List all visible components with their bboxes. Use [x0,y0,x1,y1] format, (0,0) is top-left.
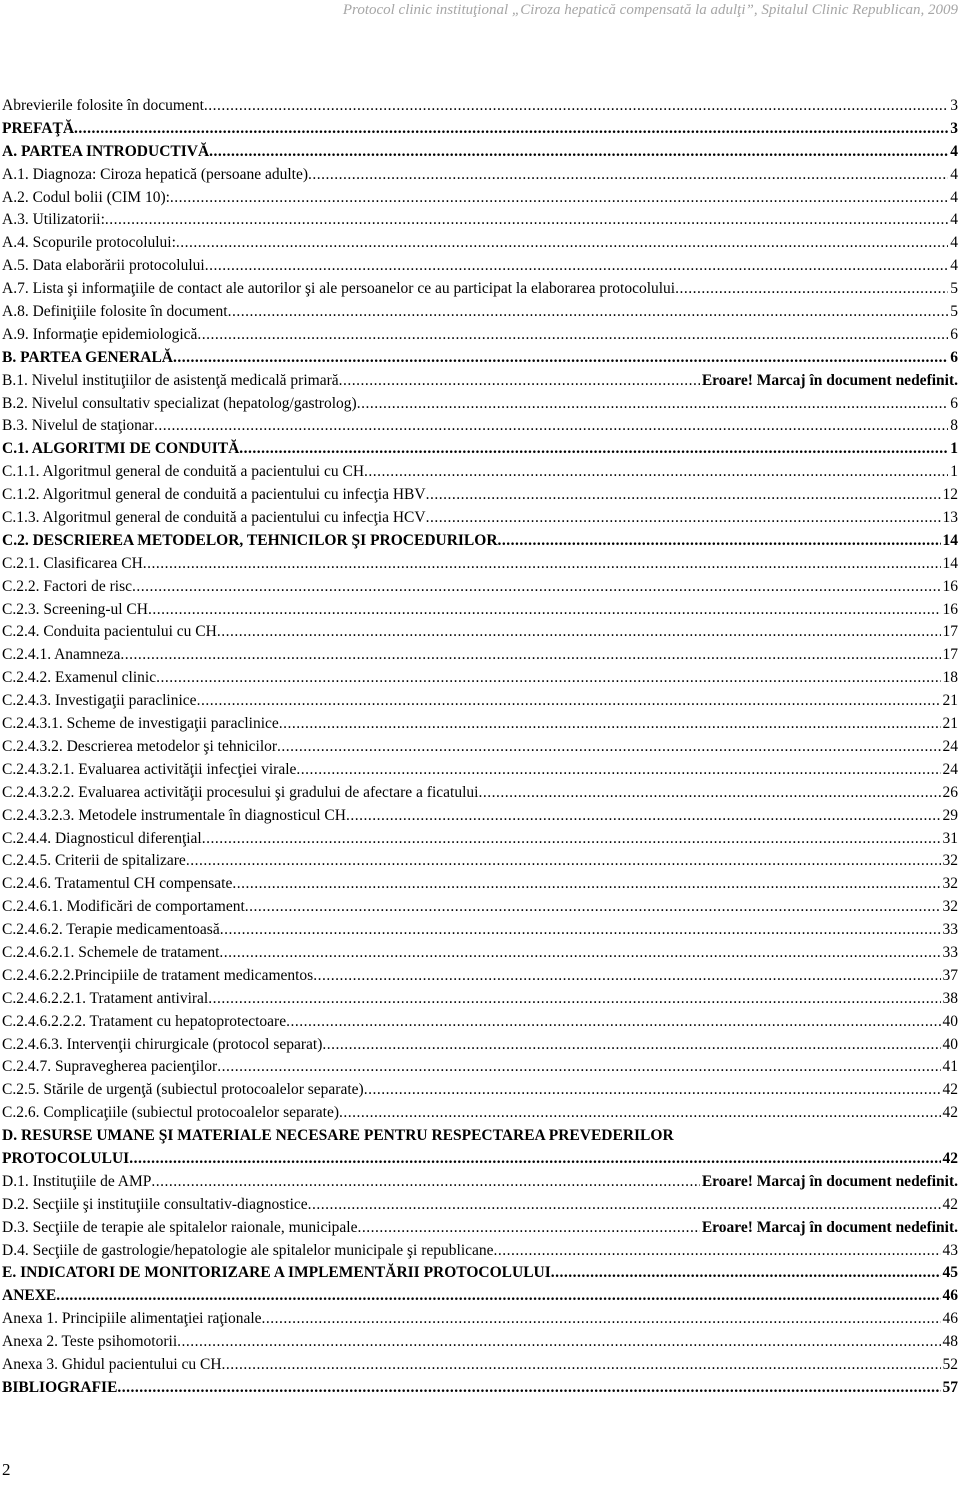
toc-entry-page: 46 [942,1310,958,1328]
toc-leader-dots [308,1194,941,1217]
toc-entry-title: E. INDICATORI DE MONITORIZARE A IMPLEMENTĂRII PROTOCOLULUI [2,1264,551,1282]
toc-entry[interactable] [2,438,958,461]
toc-entry-page: 24 [942,760,958,778]
toc-entry-page: 17 [942,646,958,664]
toc-leader-dots [675,278,948,301]
toc-entry[interactable] [2,1377,958,1400]
toc-entry-page: 48 [942,1333,958,1351]
toc-entry-title: B.1. Nivelul instituţiilor de asistenţă medicală primară [2,371,339,389]
toc-entry[interactable] [2,1194,958,1217]
toc-entry-title: C.2.4.6.3. Intervenţii chirurgicale (protocol separat) [2,1035,323,1053]
toc-entry-title: C.2.1. Clasificarea CH [2,554,143,572]
toc-entry-page: 32 [942,898,958,916]
toc-entry-title: A.5. Data elaborării protocolului [2,257,205,275]
table-of-contents [2,95,958,1400]
toc-leader-dots [286,1011,940,1034]
toc-entry-title: C.1.3. Algoritmul general de conduită a pacientului cu infecţia HCV [2,509,426,527]
toc-entry-title: C.2.6. Complicaţiile (subiectul protocoalelor separate) [2,1104,340,1122]
toc-entry-page: 40 [942,1035,958,1053]
toc-entry-title: C.2.3. Screening-ul CH [2,600,148,618]
toc-entry-title: C.2.4.6.2.1. Schemele de tratament [2,943,220,961]
toc-entry[interactable] [2,1171,958,1194]
toc-leader-dots [132,576,940,599]
toc-entry[interactable] [2,553,958,576]
toc-entry[interactable] [2,255,958,278]
toc-entry[interactable] [2,118,958,141]
toc-leader-dots [364,1079,941,1102]
toc-entry-title: B.2. Nivelul consultativ specializat (hepatolog/gastrolog) [2,394,357,412]
toc-entry[interactable] [2,599,958,622]
toc-entry-title: C.2.2. Factori de risc [2,577,133,595]
toc-entry-page: Eroare! Marcaj în document nedefinit. [701,1218,958,1236]
toc-entry[interactable] [2,988,958,1011]
toc-leader-dots [245,896,941,919]
toc-entry-title: C.2.4.6.1. Modificări de comportament [2,898,245,916]
toc-entry-page: 14 [942,554,958,572]
toc-entry-page: 12 [942,486,958,504]
toc-leader-dots [296,759,940,782]
toc-leader-dots [217,1056,940,1079]
toc-leader-dots [494,1240,941,1263]
toc-entry[interactable] [2,759,958,782]
toc-entry[interactable] [2,965,958,988]
toc-entry-title: C.2.4. Conduita pacientului cu CH [2,623,217,641]
toc-entry-page: 43 [942,1241,958,1259]
toc-entry[interactable] [2,1125,958,1148]
toc-entry-page: 42 [942,1195,958,1213]
toc-leader-dots [209,141,948,164]
toc-leader-dots [56,1285,940,1308]
toc-entry-page: 4 [950,142,958,160]
toc-entry[interactable] [2,1240,958,1263]
toc-entry-page: 41 [942,1058,958,1076]
toc-leader-dots [308,164,948,187]
toc-leader-dots [204,95,948,118]
toc-leader-dots [262,1308,941,1331]
toc-entry-title: A. PARTEA INTRODUCTIVĂ [2,142,210,160]
toc-entry[interactable] [2,873,958,896]
toc-entry-page: 4 [950,165,958,183]
toc-entry[interactable] [2,324,958,347]
toc-entry-page: 14 [942,531,958,549]
toc-entry-title: Anexa 3. Ghidul pacientului cu CH [2,1355,222,1373]
toc-entry-page: 21 [942,715,958,733]
toc-leader-dots [74,118,948,141]
toc-entry-page: 5 [950,280,958,298]
toc-leader-dots [426,484,941,507]
toc-leader-dots [426,507,941,530]
toc-entry-page: 6 [950,348,958,366]
toc-entry-title: C.2. DESCRIEREA METODELOR, TEHNICILOR ŞI PROCEDURILOR [2,531,498,549]
toc-entry-page: 52 [942,1355,958,1373]
toc-entry[interactable] [2,301,958,324]
toc-entry-title: C.1. ALGORITMI DE CONDUITĂ [2,440,240,458]
toc-entry[interactable] [2,1056,958,1079]
toc-entry[interactable] [2,1102,958,1125]
toc-entry[interactable] [2,232,958,255]
toc-entry[interactable] [2,805,958,828]
toc-leader-dots [217,621,941,644]
toc-entry-title: A.9. Informaţie epidemiologică [2,325,198,343]
toc-leader-dots [173,347,948,370]
toc-entry-title: C.2.4.4. Diagnosticul diferenţial [2,829,202,847]
toc-entry[interactable] [2,1011,958,1034]
toc-entry[interactable] [2,1354,958,1377]
toc-entry[interactable] [2,461,958,484]
toc-leader-dots [205,255,949,278]
toc-leader-dots [239,438,948,461]
toc-leader-dots [357,393,949,416]
toc-entry-title: C.2.4.2. Examenul clinic [2,669,157,687]
toc-entry-title: C.2.4.3.2.1. Evaluarea activităţii infecţiei virale [2,760,297,778]
toc-leader-dots [154,415,948,438]
toc-leader-dots [279,713,941,736]
toc-leader-dots [105,209,948,232]
toc-entry[interactable] [2,1262,958,1285]
toc-entry[interactable] [2,690,958,713]
toc-entry-page: 8 [950,417,958,435]
toc-entry-page: 16 [942,577,958,595]
toc-entry-title: C.2.4.3.2. Descrierea metodelor şi tehnicilor [2,737,278,755]
toc-entry-page: 45 [942,1264,958,1282]
toc-leader-dots [129,1148,940,1171]
toc-entry-title: PREFAŢĂ [2,119,75,137]
toc-entry-title: C.2.4.3.2.2. Evaluarea activităţii procesului şi gradului de afectare a ficatului [2,783,479,801]
toc-leader-dots [186,850,941,873]
toc-entry-page: 4 [950,234,958,252]
toc-entry[interactable] [2,370,958,393]
toc-entry[interactable] [2,393,958,416]
toc-leader-dots [478,782,940,805]
toc-entry-page: 4 [950,188,958,206]
toc-entry[interactable] [2,621,958,644]
toc-leader-dots [151,1171,699,1194]
toc-entry[interactable] [2,1308,958,1331]
toc-entry[interactable] [2,1285,958,1308]
toc-entry-page: 6 [950,325,958,343]
toc-entry-title: D.3. Secţiile de terapie ale spitalelor raionale, municipale [2,1218,358,1236]
toc-entry-page: 40 [942,1012,958,1030]
toc-leader-dots [148,599,941,622]
toc-leader-dots [364,461,948,484]
toc-entry-title: C.1.1. Algoritmul general de conduită a pacientului cu CH [2,463,365,481]
page-number: 2 [2,1460,11,1479]
toc-entry[interactable] [2,507,958,530]
toc-entry[interactable] [2,1217,958,1240]
toc-entry-page: Eroare! Marcaj în document nedefinit. [701,1172,958,1190]
toc-leader-dots [208,988,940,1011]
toc-entry-title: C.2.4.3.1. Scheme de investigaţii paraclinice [2,715,279,733]
toc-entry[interactable] [2,141,958,164]
toc-entry-page: 37 [942,966,958,984]
toc-entry[interactable] [2,95,958,118]
toc-leader-dots [277,736,940,759]
toc-entry-title: BIBLIOGRAFIE [2,1378,118,1396]
toc-entry-page: 16 [942,600,958,618]
toc-entry-page: 33 [942,943,958,961]
toc-entry-page: 13 [942,509,958,527]
toc-entry-page: 4 [950,257,958,275]
toc-leader-dots [176,232,948,255]
toc-leader-dots [170,187,948,210]
toc-entry-title: Anexa 2. Teste psihomotorii [2,1333,178,1351]
toc-entry-page: 1 [950,440,958,458]
running-header: Protocol clinic instituţional „Ciroza hepatică compensată la adulţi”, Spitalul Clinic Republican, 2009 [342,2,958,18]
toc-entry[interactable] [2,850,958,873]
toc-entry-title: C.1.2. Algoritmul general de conduită a pacientului cu infecţia HBV [2,486,426,504]
toc-entry-page: 3 [950,119,958,137]
toc-entry-page: 18 [942,669,958,687]
toc-entry[interactable] [2,1079,958,1102]
toc-entry-title: C.2.4.6.2. Terapie medicamentoasă [2,921,220,939]
toc-entry-page: 31 [942,829,958,847]
toc-entry-page: 32 [942,852,958,870]
toc-entry-title: B. PARTEA GENERALĂ [2,348,173,366]
toc-entry[interactable] [2,667,958,690]
toc-entry-page: 42 [942,1104,958,1122]
toc-leader-dots [143,553,941,576]
toc-entry[interactable] [2,896,958,919]
toc-entry-title: C.2.4.7. Supravegherea pacienţilor [2,1058,218,1076]
toc-entry-page: 57 [942,1378,958,1396]
toc-entry-page: 17 [942,623,958,641]
toc-entry-page: 26 [942,783,958,801]
toc-entry-page: 33 [942,921,958,939]
toc-entry[interactable] [2,1148,958,1171]
toc-leader-dots [219,942,940,965]
toc-entry-page: 6 [950,394,958,412]
toc-entry-title: C.2.4.6.2.2.Principiile de tratament medicamentos [2,966,314,984]
toc-entry-page: 3 [950,97,958,114]
toc-entry-page: 46 [942,1287,958,1305]
toc-entry[interactable] [2,1331,958,1354]
toc-entry[interactable] [2,347,958,370]
toc-entry-title: A.8. Definiţiile folosite în document [2,303,228,321]
toc-entry-title: A.3. Utilizatorii: [2,211,105,229]
toc-entry-page: 42 [942,1149,958,1167]
toc-leader-dots [197,690,941,713]
toc-entry[interactable] [2,209,958,232]
toc-leader-dots [117,1377,940,1400]
toc-entry-title: B.3. Nivelul de staţionar [2,417,154,435]
toc-leader-dots [339,1102,940,1125]
toc-entry-title: D.4. Secţiile de gastrologie/hepatologie ale spitalelor municipale şi republicane [2,1241,494,1259]
toc-entry-title: Anexa 1. Principiile alimentaţiei raţionale [2,1310,262,1328]
toc-entry-title: ANEXE [2,1287,57,1305]
toc-entry-title: C.2.4.6.2.2.1. Tratament antiviral [2,989,209,1007]
toc-entry[interactable] [2,415,958,438]
toc-leader-dots [498,530,941,553]
toc-leader-dots [156,667,940,690]
toc-entry-page: 4 [950,211,958,229]
toc-entry[interactable] [2,919,958,942]
toc-entry[interactable] [2,828,958,851]
toc-leader-dots [358,1217,700,1240]
toc-entry-title: C.2.4.5. Criterii de spitalizare [2,852,186,870]
toc-leader-dots [322,1034,940,1057]
toc-entry[interactable] [2,942,958,965]
toc-entry-page: 42 [942,1081,958,1099]
toc-entry[interactable] [2,644,958,667]
toc-leader-dots [313,965,940,988]
toc-entry[interactable] [2,484,958,507]
toc-leader-dots [346,805,941,828]
toc-leader-dots [228,301,949,324]
toc-leader-dots [551,1262,941,1285]
toc-entry-title: Abrevierile folosite în document [2,97,204,114]
toc-entry-title: A.1. Diagnoza: Ciroza hepatică (persoane adulte) [2,165,308,183]
toc-entry-title: C.2.4.6. Tratamentul CH compensate [2,875,233,893]
toc-entry[interactable] [2,736,958,759]
toc-entry[interactable] [2,576,958,599]
toc-entry[interactable] [2,187,958,210]
toc-entry-title: C.2.5. Stările de urgenţă (subiectul protocoalelor separate) [2,1081,364,1099]
toc-entry-title: A.2. Codul bolii (CIM 10): [2,188,170,206]
toc-leader-dots [197,324,948,347]
toc-entry-title: C.2.4.6.2.2.2. Tratament cu hepatoprotectoare [2,1012,287,1030]
toc-entry[interactable] [2,530,958,553]
toc-entry-title: C.2.4.3.2.3. Metodele instrumentale în diagnosticul CH [2,806,346,824]
toc-entry-page: 24 [942,737,958,755]
toc-entry[interactable] [2,713,958,736]
toc-entry-title: C.2.4.1. Anamneza [2,646,121,664]
toc-leader-dots [232,873,940,896]
toc-entry-page: Eroare! Marcaj în document nedefinit. [701,371,958,389]
toc-entry[interactable] [2,1034,958,1057]
toc-entry-page: 29 [942,806,958,824]
toc-entry-title: A.4. Scopurile protocolului: [2,234,176,252]
toc-entry-page: 5 [950,303,958,321]
toc-entry-page: 32 [942,875,958,893]
toc-entry-title: D.1. Instituţiile de AMP [2,1172,152,1190]
toc-entry-page: 38 [942,989,958,1007]
toc-entry-title: A.7. Lista şi informaţiile de contact ale autorilor şi ale persoanelor ce au participat la elaborarea protocolului [2,280,676,298]
toc-entry-title: PROTOCOLULUI [2,1149,130,1167]
toc-entry[interactable] [2,782,958,805]
toc-leader-dots [220,919,941,942]
toc-entry[interactable] [2,278,958,301]
toc-leader-dots [222,1354,941,1377]
toc-entry-title: D.2. Secţiile şi instituţiile consultativ-diagnostice [2,1195,308,1213]
toc-leader-dots [339,370,700,393]
toc-entry-page: 21 [942,692,958,710]
toc-leader-dots [202,828,941,851]
toc-entry[interactable] [2,164,958,187]
toc-entry-title: C.2.4.3. Investigaţii paraclinice [2,692,197,710]
toc-entry-page: 1 [950,463,958,481]
toc-entry-title: D. RESURSE UMANE ŞI MATERIALE NECESARE PENTRU RESPECTAREA PREVEDERILOR [2,1127,674,1145]
toc-leader-dots [120,644,940,667]
toc-leader-dots [177,1331,940,1354]
